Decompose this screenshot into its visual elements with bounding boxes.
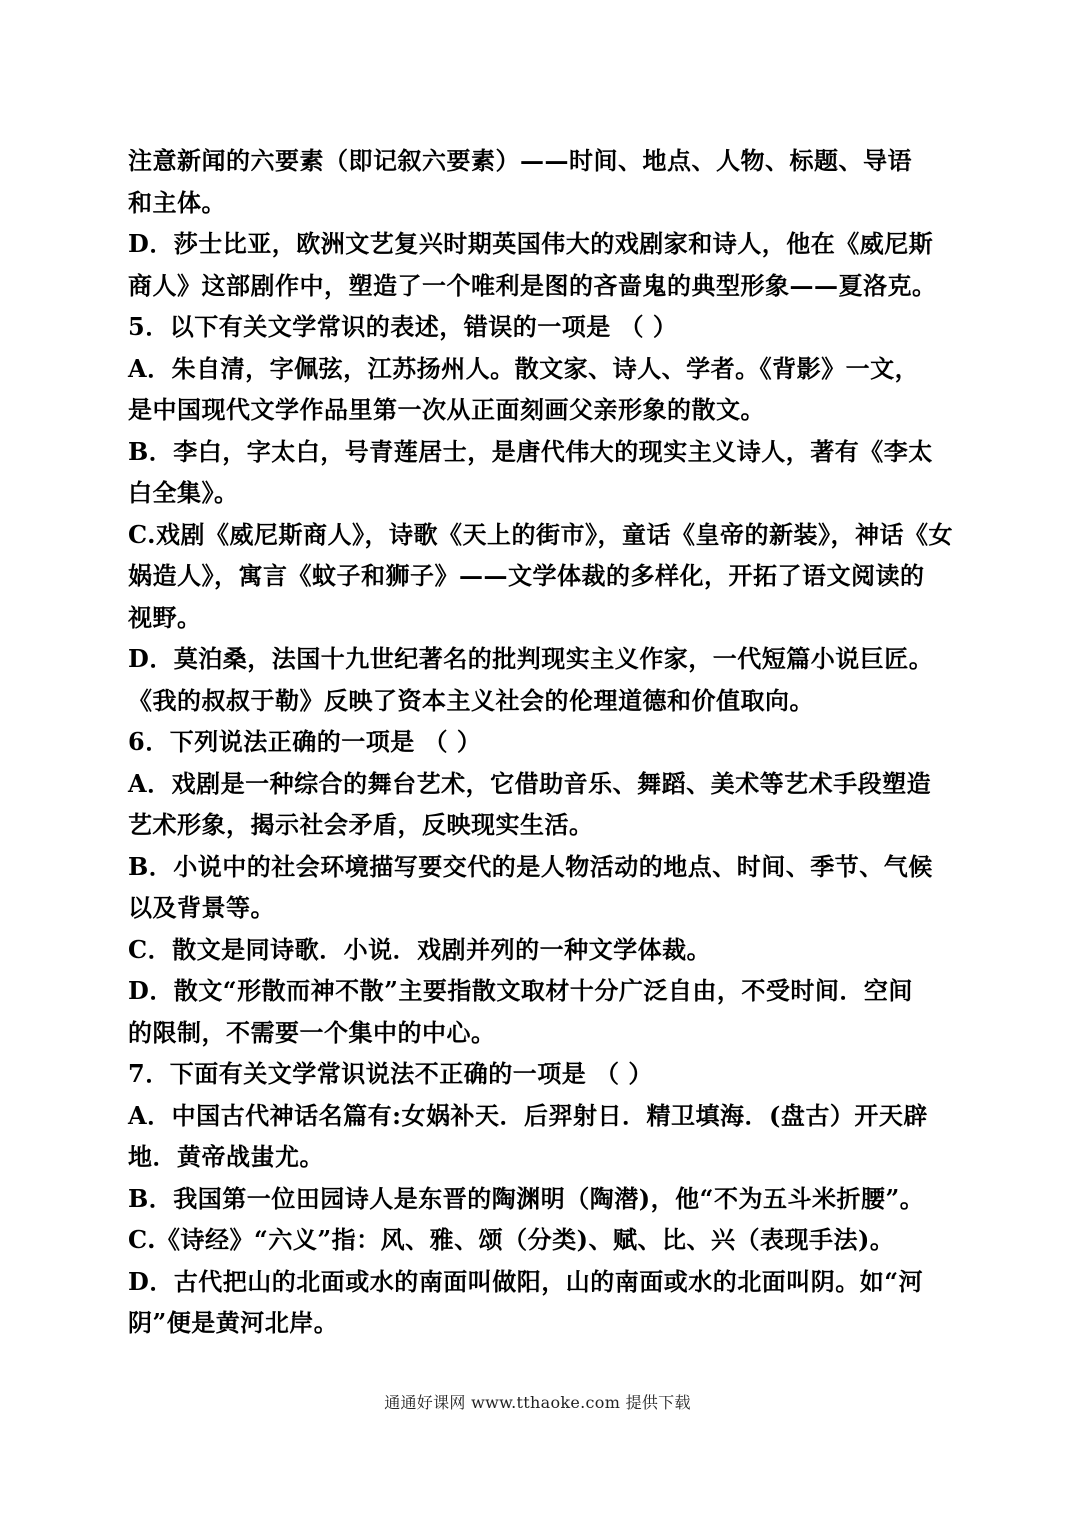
text-line: 注意新闻的六要素（即记叙六要素）——时间、地点、人物、标题、导语 [128, 146, 912, 175]
question-5-stem: 5．以下有关文学常识的表述，错误的一项是 （ ） [128, 312, 678, 341]
text-line: B．小说中的社会环境描写要交代的是人物活动的地点、时间、季节、气候 [128, 851, 933, 881]
text-line: B．李白，字太白，号青莲居士，是唐代伟大的现实主义诗人，著有《李太 [128, 436, 933, 466]
text-line: 视野。 [128, 602, 202, 632]
text-line: D．莎士比亚，欧洲文艺复兴时期英国伟大的戏剧家和诗人，他在《威尼斯 [128, 229, 934, 258]
text-line: D．古代把山的北面或水的南面叫做阳，山的南面或水的北面叫阴。如“河 [128, 1266, 924, 1296]
text-line: 《我的叔叔于勒》反映了资本主义社会的伦理道德和价值取向。 [128, 685, 814, 715]
text-line: D．散文“形散而神不散”主要指散文取材十分广泛自由，不受时间．空间 [128, 976, 913, 1005]
text-line: 地．黄帝战蚩尤。 [128, 1142, 324, 1171]
text-line: 阴”便是黄河北岸。 [128, 1308, 339, 1337]
text-line: 白全集》。 [128, 478, 239, 507]
text-line: A．朱自清，字佩弦，江苏扬州人。散文家、诗人、学者。《背影》一文， [128, 353, 920, 383]
document-body [128, 140, 954, 1344]
text-line: B．我国第一位田园诗人是东晋的陶渊明（陶潜)，他“不为五斗米折腰”。 [128, 1183, 925, 1213]
text-line: A．戏剧是一种综合的舞台艺术，它借助音乐、舞蹈、美术等艺术手段塑造 [128, 768, 932, 798]
text-line: 娲造人》，寓言《蚊子和狮子》——文学体裁的多样化，开拓了语文阅读的 [128, 561, 925, 590]
text-line: 以及背景等。 [128, 893, 275, 922]
page-footer: 通通好课网 www.tthaoke.com 提供下载 [384, 1393, 691, 1412]
question-6-stem: 6．下列说法正确的一项是 （ ） [128, 727, 482, 756]
text-line: A．中国古代神话名篇有:女娲补天．后羿射日．精卫填海．(盘古）开天辟 [128, 1100, 928, 1130]
text-line: 是中国现代文学作品里第一次从正面刻画父亲形象的散文。 [128, 395, 765, 424]
text-line: C．散文是同诗歌．小说．戏剧并列的一种文学体裁。 [128, 934, 712, 964]
text-line: 艺术形象，揭示社会矛盾，反映现实生活。 [128, 810, 594, 839]
text-line: D．莫泊桑，法国十九世纪著名的批判现实主义作家，一代短篇小说巨匠。 [128, 644, 934, 673]
text-line: 的限制，不需要一个集中的中心。 [128, 1017, 496, 1047]
text-line: C.戏剧《威尼斯商人》，诗歌《天上的街市》，童话《皇帝的新装》，神话《女 [128, 519, 954, 549]
text-line: 和主体。 [128, 187, 226, 217]
text-line: 商人》这部剧作中，塑造了一个唯利是图的吝啬鬼的典型形象——夏洛克。 [128, 270, 937, 300]
question-7-stem: 7．下面有关文学常识说法不正确的一项是 （ ） [128, 1059, 653, 1088]
text-line: C.《诗经》“六义”指：风、雅、颂（分类)、赋、比、兴（表现手法)。 [128, 1225, 895, 1254]
